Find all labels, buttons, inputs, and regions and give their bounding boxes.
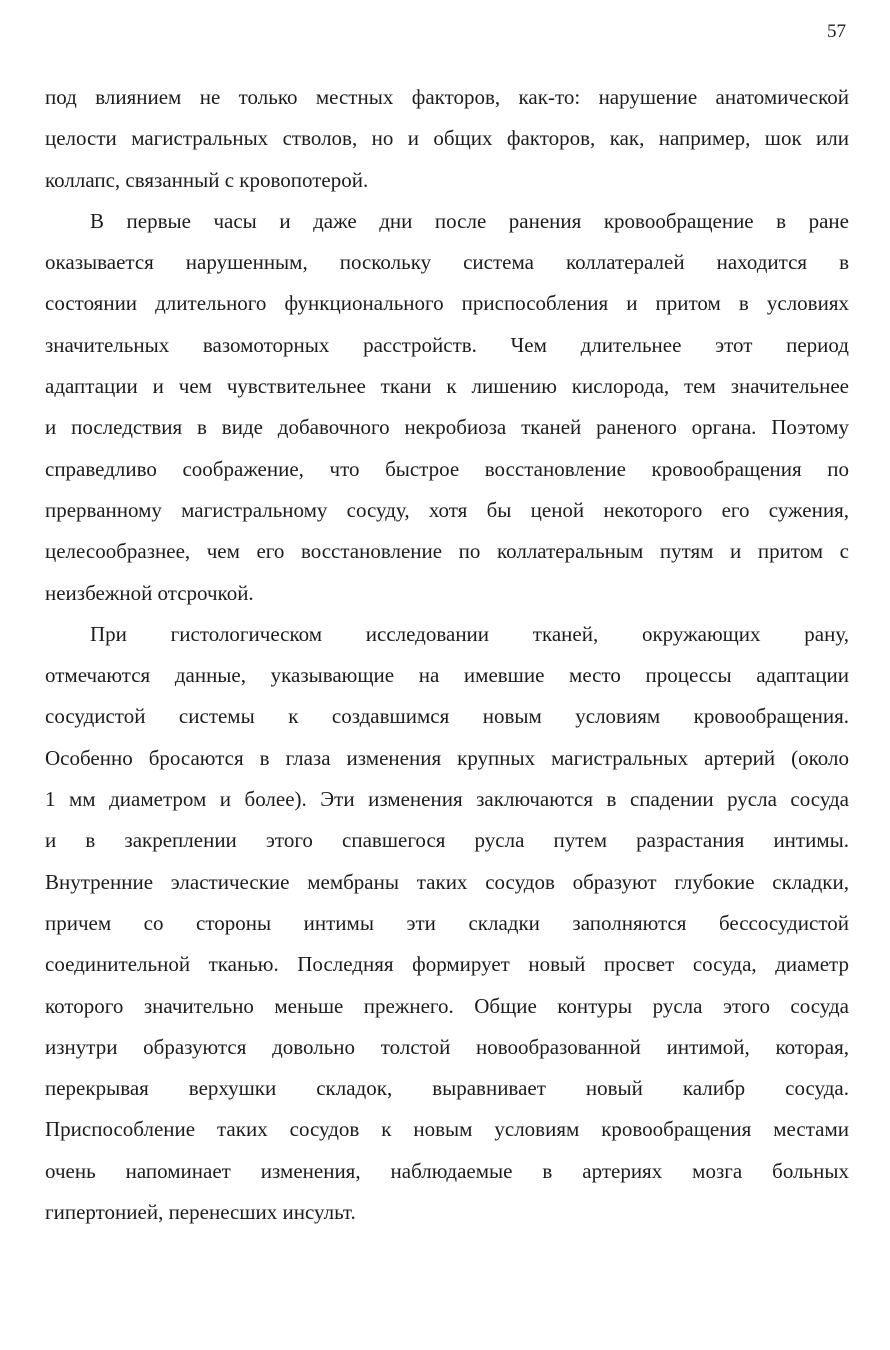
text-line: Внутренние эластические мембраны таких сосудов образуют глубокие складки, — [45, 869, 849, 894]
text-line: целости магистральных стволов, но и общих факторов, как, например, шок или — [45, 126, 849, 151]
text-line: значительных вазомоторных расстройств. Чем длительнее этот период — [45, 332, 849, 357]
paragraph-1 — [45, 77, 849, 201]
text-line: гипертонией, перенесших инсульт. — [45, 1200, 356, 1225]
text-line: и в закреплении этого спавшегося русла путем разрастания интимы. — [45, 828, 849, 853]
text-line: При гистологическом исследовании тканей, окружающих рану, — [90, 621, 849, 646]
text-line: 1 мм диаметром и более). Эти изменения заключаются в спадении русла сосуда — [45, 787, 849, 812]
text-line: адаптации и чем чувствительнее ткани к лишению кислорода, тем значительнее — [45, 374, 849, 399]
text-line: неизбежной отсрочкой. — [45, 580, 254, 605]
text-line: отмечаются данные, указывающие на имевшие место процессы адаптации — [45, 663, 849, 688]
text-line: которого значительно меньше прежнего. Общие контуры русла этого сосуда — [45, 993, 849, 1018]
text-line: целесообразнее, чем его восстановление по коллатеральным путям и притом с — [45, 539, 849, 564]
text-line: соединительной тканью. Последняя формирует новый просвет сосуда, диаметр — [45, 952, 849, 977]
text-line: справедливо соображение, что быстрое восстановление кровообращения по — [45, 456, 849, 481]
text-line: под влиянием не только местных факторов, как-то: нарушение анатомической — [45, 85, 849, 109]
paragraph-2 — [45, 201, 849, 614]
text-line: оказывается нарушенным, поскольку система коллатералей находится в — [45, 250, 849, 275]
text-line: прерванному магистральному сосуду, хотя бы ценой некоторого его сужения, — [45, 497, 849, 522]
text-line: В первые часы и даже дни после ранения кровообращение в ране — [90, 208, 849, 233]
text-line: очень напоминает изменения, наблюдаемые в артериях мозга больных — [45, 1158, 849, 1183]
paragraph-3 — [45, 614, 849, 1233]
page-number: 57 — [827, 21, 846, 42]
text-line: изнутри образуются довольно толстой новообразованной интимой, которая, — [45, 1034, 849, 1059]
text-line: перекрывая верхушки складок, выравнивает новый калибр сосуда. — [45, 1076, 849, 1101]
text-line: коллапс, связанный с кровопотерой. — [45, 167, 369, 192]
text-line: Приспособление таких сосудов к новым условиям кровообращения местами — [45, 1117, 849, 1142]
text-line: сосудистой системы к создавшимся новым условиям кровообращения. — [45, 704, 849, 729]
text-line: и последствия в виде добавочного некробиоза тканей раненого органа. Поэтому — [45, 415, 849, 440]
text-line: причем со стороны интимы эти складки заполняются бессосудистой — [45, 910, 849, 935]
text-line: состоянии длительного функционального приспособления и притом в условиях — [45, 291, 849, 316]
text-line: Особенно бросаются в глаза изменения крупных магистральных артерий (около — [45, 745, 849, 770]
body-text — [45, 77, 849, 1233]
